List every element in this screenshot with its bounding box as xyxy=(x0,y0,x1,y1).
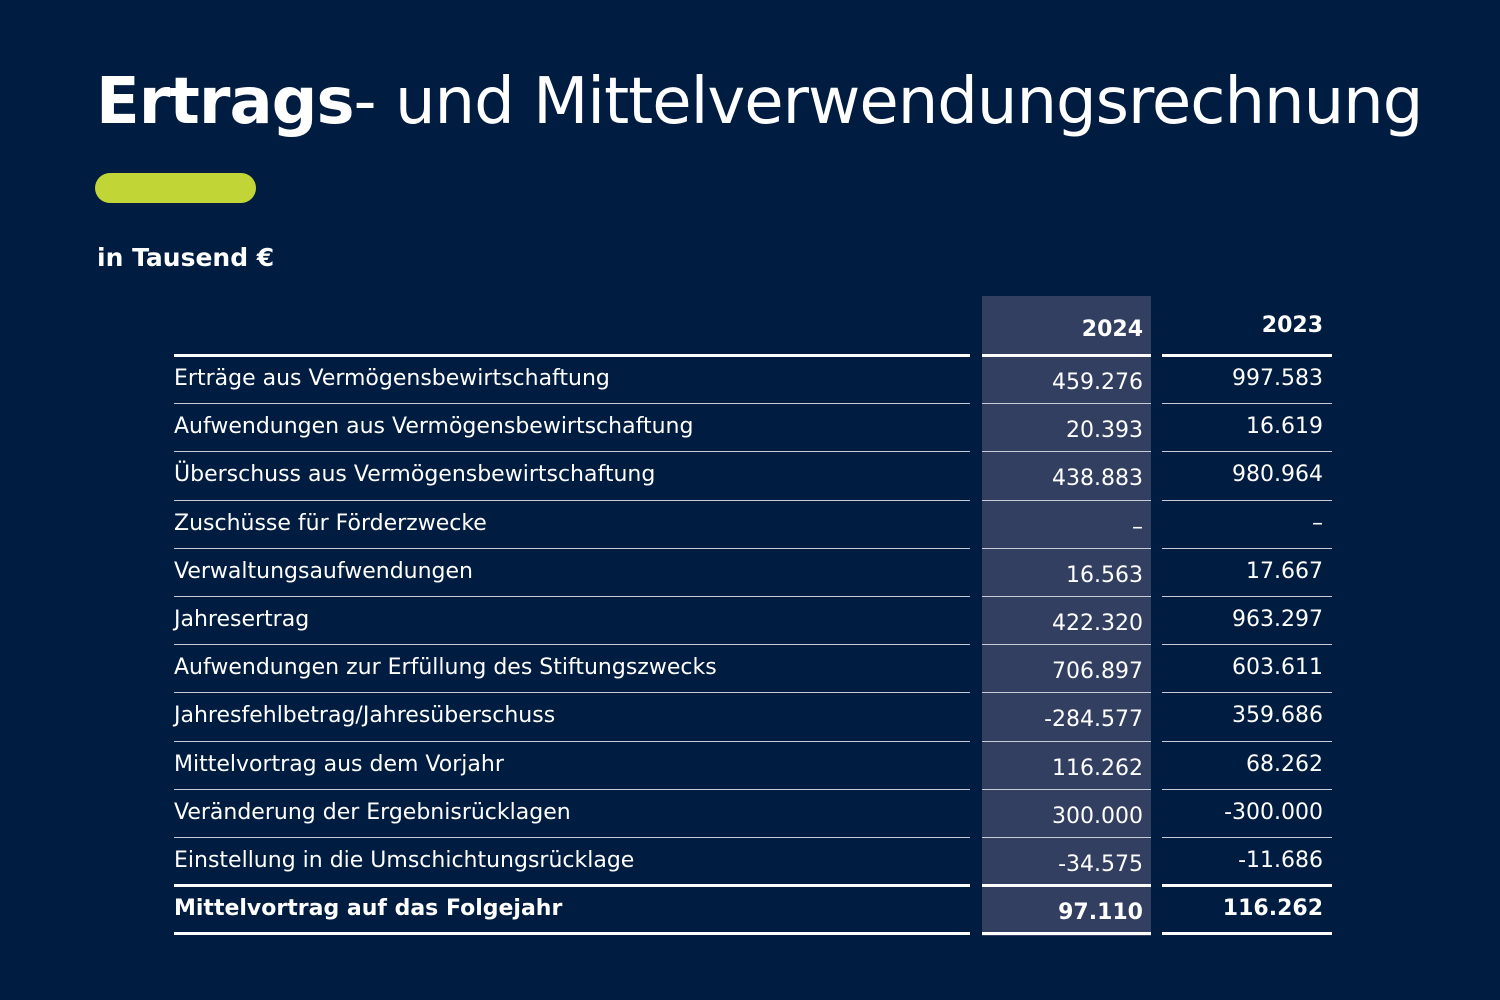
table-divider xyxy=(174,548,970,549)
table-divider xyxy=(1162,354,1332,357)
table-cell-2023: – xyxy=(1312,511,1323,536)
table-cell-2023: 68.262 xyxy=(1246,752,1323,777)
table-divider xyxy=(1162,548,1332,549)
table-row-label: Einstellung in die Umschichtungsrücklage xyxy=(174,848,635,873)
page-title-bold: Ertrags xyxy=(96,65,354,139)
table-cell-2024: -34.575 xyxy=(1058,852,1143,877)
table-divider xyxy=(174,932,970,935)
table-row-label: Aufwendungen aus Vermögensbewirtschaftung xyxy=(174,414,694,439)
table-cell-2024: – xyxy=(1132,515,1143,540)
table-cell-2023: 997.583 xyxy=(1232,366,1323,391)
table-cell-2023: -11.686 xyxy=(1238,848,1323,873)
table-cell-2024: 459.276 xyxy=(1052,370,1143,395)
table-divider xyxy=(174,837,970,838)
table-divider xyxy=(982,837,1151,838)
table-divider xyxy=(174,500,970,501)
table-divider xyxy=(982,884,1151,887)
table-divider xyxy=(174,692,970,693)
table-divider xyxy=(174,884,970,887)
table-divider xyxy=(982,789,1151,790)
table-row-label: Aufwendungen zur Erfüllung des Stiftungszwecks xyxy=(174,655,717,680)
table-cell-2023: 16.619 xyxy=(1246,414,1323,439)
table-cell-2024: 116.262 xyxy=(1052,756,1143,781)
table-cell-2023: 963.297 xyxy=(1232,607,1323,632)
table-cell-2024: 422.320 xyxy=(1052,611,1143,636)
table-divider xyxy=(1162,932,1332,935)
table-divider xyxy=(1162,837,1332,838)
table-row-label: Jahresfehlbetrag/Jahresüberschuss xyxy=(174,703,556,728)
page-title xyxy=(96,62,1422,142)
table-divider xyxy=(982,644,1151,645)
column-header-2023: 2023 xyxy=(1261,313,1323,338)
table-divider xyxy=(174,403,970,404)
table-row-label: Jahresertrag xyxy=(174,607,310,632)
table-divider xyxy=(982,692,1151,693)
table-cell-2024: -284.577 xyxy=(1044,707,1143,732)
table-row-label: Überschuss aus Vermögensbewirtschaftung xyxy=(174,462,656,487)
table-divider xyxy=(982,500,1151,501)
table-row-label: Veränderung der Ergebnisrücklagen xyxy=(174,800,571,825)
table-divider xyxy=(174,451,970,452)
table-divider xyxy=(174,596,970,597)
table-cell-2023: 17.667 xyxy=(1246,559,1323,584)
table-divider xyxy=(982,451,1151,452)
table-cell-2024: 20.393 xyxy=(1066,418,1143,443)
table-cell-2024: 706.897 xyxy=(1052,659,1143,684)
total-row-value-2023: 116.262 xyxy=(1222,896,1323,921)
table-divider xyxy=(174,741,970,742)
table-row-label: Erträge aus Vermögensbewirtschaftung xyxy=(174,366,610,391)
table-divider xyxy=(1162,692,1332,693)
table-divider xyxy=(1162,884,1332,887)
table-row-label: Mittelvortrag aus dem Vorjahr xyxy=(174,752,504,777)
total-row-label: Mittelvortrag auf das Folgejahr xyxy=(174,896,563,921)
table-divider xyxy=(1162,741,1332,742)
table-cell-2023: 603.611 xyxy=(1232,655,1323,680)
accent-bar xyxy=(95,173,256,203)
table-divider xyxy=(174,644,970,645)
table-divider xyxy=(1162,451,1332,452)
table-divider xyxy=(174,354,970,357)
table-row-label: Verwaltungsaufwendungen xyxy=(174,559,473,584)
total-row-value-2024: 97.110 xyxy=(1058,900,1143,925)
table-divider xyxy=(982,741,1151,742)
table-divider xyxy=(982,932,1151,935)
column-header-2024: 2024 xyxy=(1081,317,1143,342)
page-title-rest: - und Mittelverwendungsrechnung xyxy=(353,65,1423,139)
table-divider xyxy=(982,596,1151,597)
table-divider xyxy=(1162,789,1332,790)
table-divider xyxy=(982,354,1151,357)
table-cell-2024: 16.563 xyxy=(1066,563,1143,588)
table-cell-2023: -300.000 xyxy=(1224,800,1323,825)
table-cell-2023: 359.686 xyxy=(1232,703,1323,728)
table-cell-2024: 438.883 xyxy=(1052,466,1143,491)
table-divider xyxy=(982,403,1151,404)
unit-label: in Tausend € xyxy=(97,243,275,272)
table-divider xyxy=(1162,644,1332,645)
table-divider xyxy=(982,548,1151,549)
table-divider xyxy=(174,789,970,790)
table-row-label: Zuschüsse für Förderzwecke xyxy=(174,511,487,536)
table-divider xyxy=(1162,500,1332,501)
table-divider xyxy=(1162,596,1332,597)
table-cell-2023: 980.964 xyxy=(1232,462,1323,487)
table-divider xyxy=(1162,403,1332,404)
table-cell-2024: 300.000 xyxy=(1052,804,1143,829)
